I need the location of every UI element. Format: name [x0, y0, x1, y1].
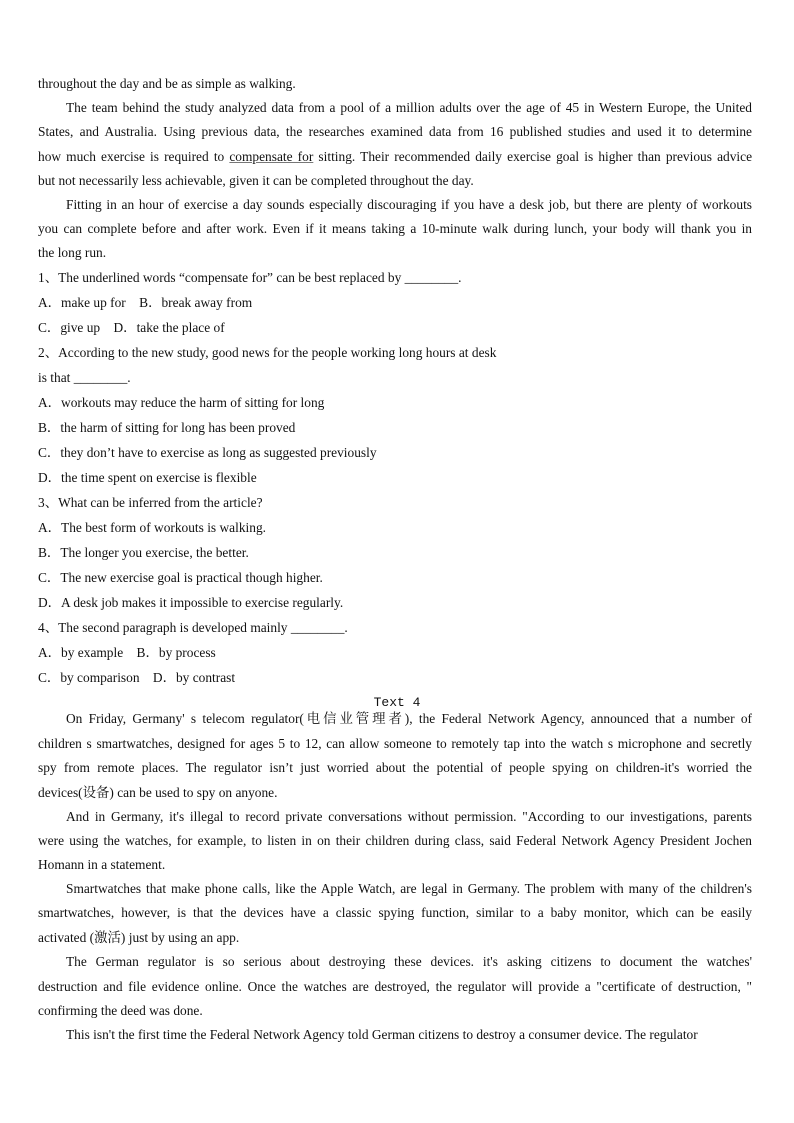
underlined-phrase: compensate for	[229, 149, 314, 164]
question-line: C．give up D．take the place of	[38, 320, 225, 335]
question-stem: 1、The underlined words “compensate for” can be best replaced by ________.	[38, 270, 462, 285]
paragraph-line: children s smartwatches, designed for ages 5 to 12, can allow someone to remotely tap into the watch s microphone and secretly	[38, 736, 752, 751]
paragraph-line: were using the watches, for example, to listen in on their children during class, said Federal Network Agency President Jochen	[38, 833, 752, 848]
question-line: is that ________.	[38, 370, 131, 385]
paragraph-line: Homann in a statement.	[38, 857, 166, 872]
paragraph-line: States, and Australia. Using previous data, the researches examined data from 16 published studies and used it to determine	[38, 124, 752, 139]
paragraph-line: Fitting in an hour of exercise a day sounds especially discouraging if you have a desk job, but there are plenty of workouts	[66, 197, 752, 212]
question-stem: 4、The second paragraph is developed mainly ________.	[38, 620, 348, 635]
question-line: B．The longer you exercise, the better.	[38, 545, 249, 560]
paragraph-line: spy from remote places. The regulator isn’t just worried about the potential of people spying on children-it's worried the	[38, 760, 752, 775]
question-line: C．by comparison D．by contrast	[38, 670, 236, 685]
question-line: D．A desk job makes it impossible to exercise regularly.	[38, 595, 344, 610]
paragraph-line: Smartwatches that make phone calls, like the Apple Watch, are legal in Germany. The problem with many of the children's	[66, 881, 752, 896]
paragraph-line: destruction and file evidence online. Once the watches are destroyed, the regulator will provide a "certificate of destruction, "	[38, 979, 752, 994]
question-line: C．they don’t have to exercise as long as suggested previously	[38, 445, 377, 460]
paragraph-line: activated (激活) just by using an app.	[38, 930, 240, 945]
question-line: A．make up for B．break away from	[38, 295, 253, 310]
question-stem: 2、According to the new study, good news for the people working long hours at desk	[38, 345, 497, 360]
paragraph-line: On Friday, Germany' s telecom regulator(电信业管理者), the Federal Network Agency, announced that a number of	[66, 711, 752, 726]
question-line: B．the harm of sitting for long has been proved	[38, 420, 296, 435]
paragraph-line	[38, 149, 752, 165]
paragraph-line: but not necessarily less achievable, given it can be completed throughout the day.	[38, 173, 474, 188]
paragraph-line: This isn't the first time the Federal Network Agency told German citizens to destroy a consumer device. The regulator	[66, 1027, 698, 1042]
paragraph-line: throughout the day and be as simple as walking.	[38, 76, 296, 91]
question-line: A．workouts may reduce the harm of sitting for long	[38, 395, 325, 410]
question-stem: 3、What can be inferred from the article?	[38, 495, 263, 510]
question-line: D．the time spent on exercise is flexible	[38, 470, 257, 485]
paragraph-line: And in Germany, it's illegal to record private conversations without permission. "According to our investigations, parents	[66, 809, 752, 824]
paragraph-line: confirming the deed was done.	[38, 1003, 203, 1018]
text-segment: sitting. Their recommended daily exercise goal is higher than previous advice	[313, 149, 752, 164]
paragraph-line: the long run.	[38, 245, 107, 260]
paragraph-line: The German regulator is so serious about destroying these devices. it's asking citizens to document the watches'	[66, 954, 752, 969]
paragraph-line: devices(设备) can be used to spy on anyone.	[38, 785, 278, 800]
paragraph-line: smartwatches, however, is that the devices have a classic spying function, similar to a baby monitor, which can be easily	[38, 905, 752, 920]
paragraph-line: The team behind the study analyzed data from a pool of a million adults over the age of 45 in Western Europe, the United	[66, 100, 752, 115]
paragraph-line: you can complete before and after work. Even if it means taking a 10-minute walk during lunch, your body will thank you in	[38, 221, 752, 236]
question-line: A．by example B．by process	[38, 645, 216, 660]
question-line: A．The best form of workouts is walking.	[38, 520, 266, 535]
question-line: C．The new exercise goal is practical though higher.	[38, 570, 323, 585]
section-title: Text 4	[373, 695, 421, 710]
text-segment: how much exercise is required to	[38, 149, 230, 164]
